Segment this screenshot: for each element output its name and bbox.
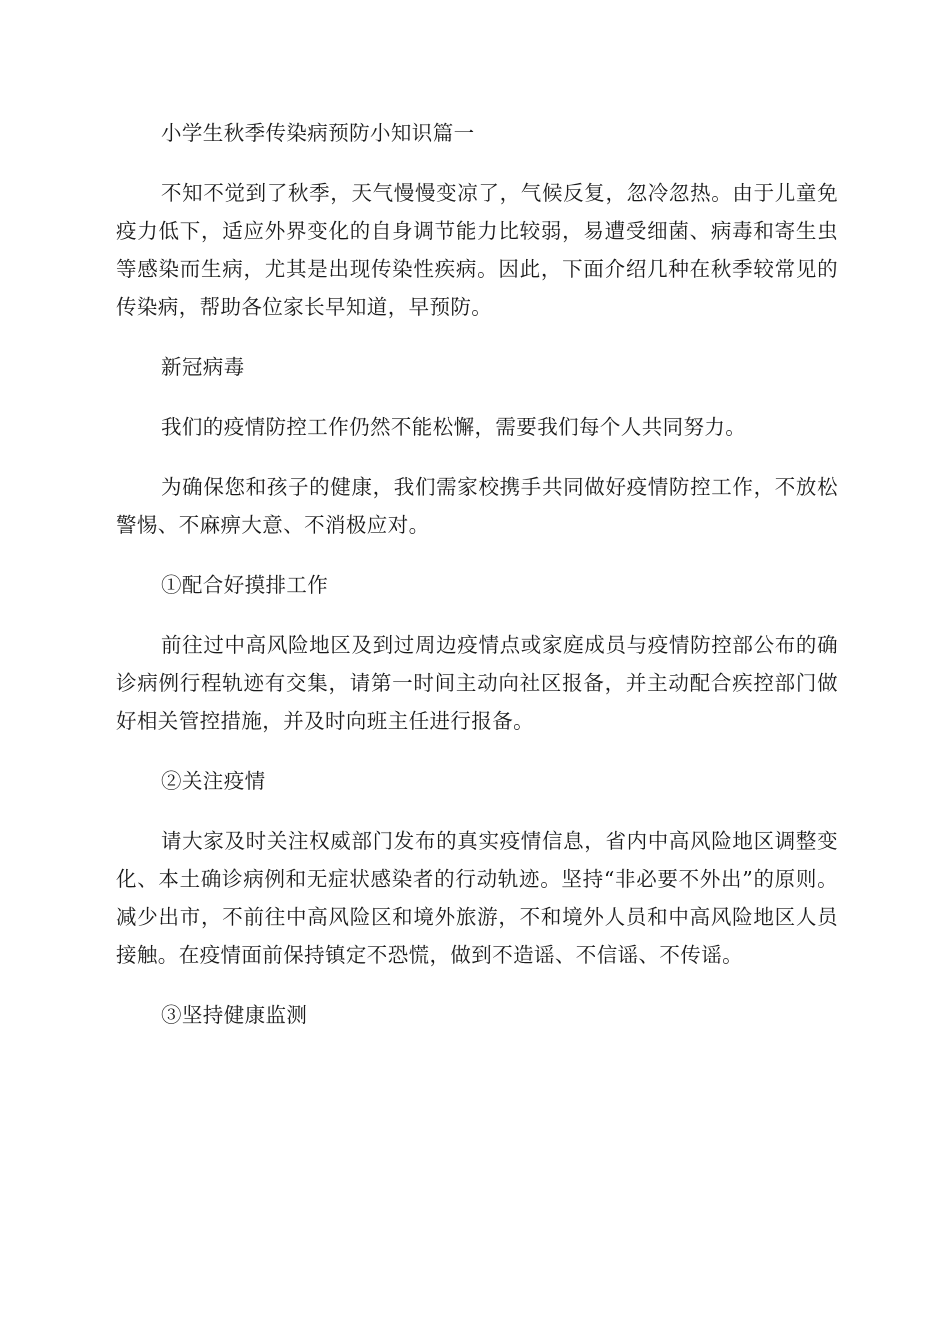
section-title: 新冠病毒 xyxy=(161,355,245,379)
document-page xyxy=(116,114,838,1056)
item-1-body: 前往过中高风险地区及到过周边疫情点或家庭成员与疫情防控部公布的确诊病例行程轨迹有交集，请第一时间主动向社区报备，并主动配合疾控部门做好相关管控措施，并及时向班主任进行报备。 xyxy=(116,633,838,733)
item-2-body: 请大家及时关注权威部门发布的真实疫情信息，省内中高风险地区调整变化、本土确诊病例和无症状感染者的行动轨迹。坚持“非必要不外出”的原则。减少出市，不前往中高风险区和境外旅游，不和境外人员和中高风险地区人员接触。在疫情面前保持镇定不恐慌，做到不造谣、不信谣、不传谣。 xyxy=(116,829,838,967)
intro-paragraph: 不知不觉到了秋季，天气慢慢变凉了，气候反复，忽冷忽热。由于儿童免疫力低下，适应外界变化的自身调节能力比较弱，易遭受细菌、病毒和寄生虫等感染而生病，尤其是出现传染性疾病。因此，下面介绍几种在秋季较常见的传染病，帮助各位家长早知道，早预防。 xyxy=(116,181,838,319)
item-1-title: ①配合好摸排工作 xyxy=(161,573,329,597)
paragraph-1: 我们的疫情防控工作仍然不能松懈，需要我们每个人共同努力。 xyxy=(161,415,747,439)
item-2-title: ②关注疫情 xyxy=(161,769,266,793)
item-3-title: ③坚持健康监测 xyxy=(161,1003,308,1027)
paragraph-2: 为确保您和孩子的健康，我们需家校携手共同做好疫情防控工作，不放松警惕、不麻痹大意、不消极应对。 xyxy=(116,475,838,537)
document-title: 小学生秋季传染病预防小知识篇一 xyxy=(161,121,475,145)
